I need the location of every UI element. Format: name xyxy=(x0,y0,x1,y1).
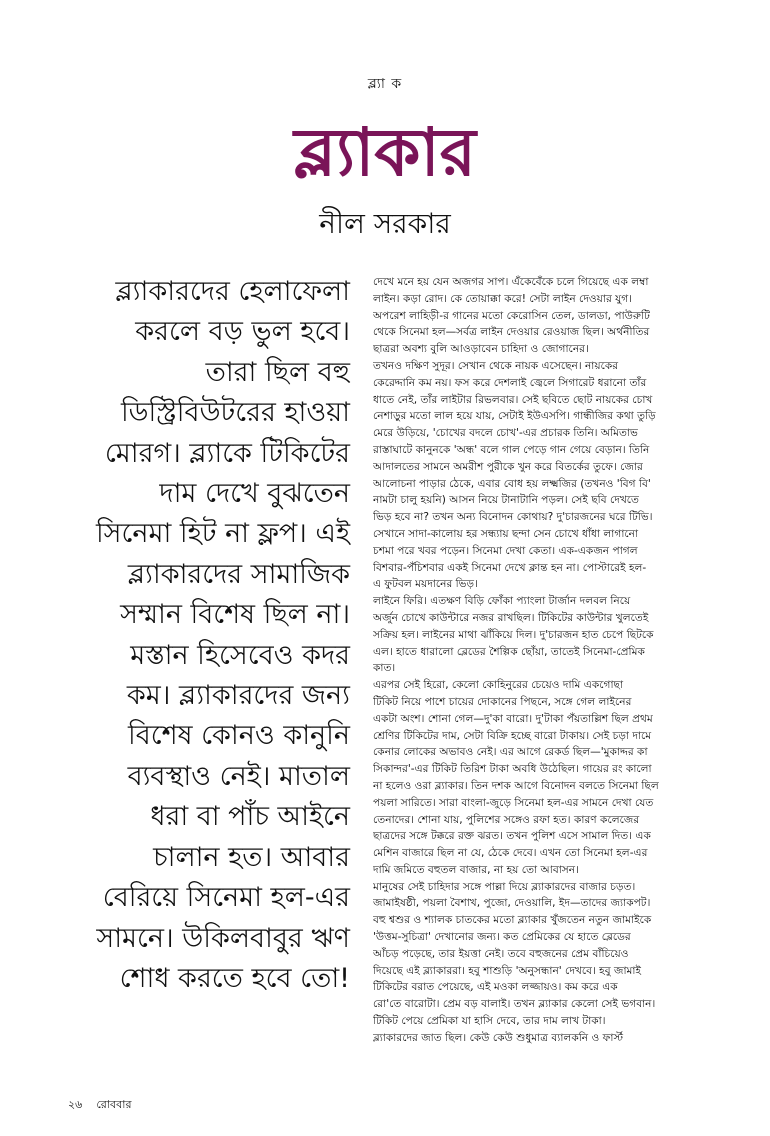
pull-quote-line: ব্ল্যাকারদের সামাজিক xyxy=(127,558,350,590)
body-line: একটা অংশ। শোনা গেল—দু'কা বারো। দু'টাকা পঁয়তাল্লিশ ছিল প্রথম xyxy=(373,712,653,725)
body-line: মেরে উড়িয়ে, 'চোখের বদলে চোখ'-এর প্রচারক তিনি। অমিতাভ xyxy=(373,427,638,440)
body-line: ছাত্ররা অবশ্য বুলি আওড়াবেন চাহিদা ও জোগানের। xyxy=(373,343,589,356)
body-line: সেখানে সাদা-কালোয় হর সন্ধ্যায় ছন্দা সেন চোখে ধাঁধা লাগানো xyxy=(373,527,639,540)
body-line: লাইন। কড়া রোদ। কে তোয়াক্কা করে! সেটা লাইন দেওয়ার যুগ। xyxy=(373,292,633,305)
pull-quote-line: সম্মান বিশেষ ছিল না। xyxy=(120,599,350,631)
body-line: কেরেদ্দানি কম নয়। ফস করে দেশলাই জ্বেলে সিগারেট ধরানো তাঁর xyxy=(373,376,647,389)
body-line: ভিড় হবে না? তখন অন্য বিনোদন কোথায়? দু'চারজনের ঘরে টিভি। xyxy=(373,511,653,524)
pull-quote-line: কম। ব্ল্যাকারদের জন্য xyxy=(126,680,350,712)
pull-quote-line: ব্যবস্থাও নেই। মাতাল xyxy=(127,760,350,792)
body-line: বিশবার-পঁচিশবার একই সিনেমা দেখে ক্লান্ত হন না। পোস্টারেই হল- xyxy=(373,561,647,574)
body-line: আলোচনা পাড়ার ঠেকে, এবার বোধ হয় লক্ষ্মজির (তখনও 'বিগ বি' xyxy=(373,477,651,490)
body-line: ধাতে নেই, তাঁর লাইটার রিভলবার। সেই ছবিতে ছোট নায়কের চোখ xyxy=(373,393,653,406)
body-line: পয়লা সারিতে। সারা বাংলা-জুড়ে সিনেমা হল-এর সামনে দেখা যেত xyxy=(373,796,654,809)
body-line: টিকিটের বরাত পেয়েছে, এই মওকা লজ্জায়ও। কম করে এক xyxy=(373,981,618,994)
pull-quote-line: বেরিয়ে সিনেমা হল-এর xyxy=(102,882,350,914)
body-line: রো'তে বারোটা। প্রেম বড় বালাই। তখন ব্ল্যাকার কেলো সেই ভগবান। xyxy=(373,998,656,1011)
author-byline: নীল সরকার xyxy=(319,207,451,240)
pull-quote-line: সিনেমা হিট না ফ্লপ। এই xyxy=(95,518,350,550)
body-line: টিকিট নিয়ে পাশে চায়ের দোকানের পিছনে, সঙ্গে গেল লাইনের xyxy=(373,695,632,708)
body-line: দেখে মনে হয় যেন অজগর সাপ। এঁকেবেঁকে চলে গিয়েছে এক লম্বা xyxy=(373,276,649,288)
body-line: মেশিন বাজারে ছিল না যে, ঠেকে দেবে। এখন তো সিনেমা হল-এর xyxy=(373,847,648,860)
body-line: তখনও দক্ষিণ সুদূর। সেখান থেকে নায়ক এসেছেন। নায়কের xyxy=(373,359,619,372)
body-line: মানুষের সেই চাহিদার সঙ্গে পাল্লা দিয়ে ব্ল্যাকারদের বাজার চড়ত। xyxy=(373,880,636,893)
body-line: লাইনে ফিরি। এতক্ষণ বিড়ি ফোঁকা প্যাংলা টার্জান দলবল নিয়ে xyxy=(373,595,631,608)
pull-quote-line: ব্ল্যাকারদের হেলাফেলা xyxy=(115,276,350,307)
body-line: নেশাড়ুর মতো লাল হয়ে যায়, সেটাই ইউএসপি। গান্ধীজির কথা তুড়ি xyxy=(373,410,656,423)
body-line: 'উত্তম-সুচিত্রা' দেখানোর জন্য। কত প্রেমিকের যে হাতে ব্লেডের xyxy=(373,931,631,944)
pull-quote xyxy=(60,272,350,999)
pull-quote-line: মোরগ। ব্ল্যাকে টিকিটের xyxy=(104,437,350,469)
pull-quote-line: ডিস্ট্রিবিউটরের হাওয়া xyxy=(120,397,350,429)
body-line: দিয়েছে এই ব্ল্যাকাররা। হবু শাশুড়ি 'অনুসন্ধান' দেখবে। হবু জামাই xyxy=(373,964,642,977)
body-line: অর্জুন চোখে কাউন্টারে নজর রাখছিল। টিকিটের কাউন্টার খুলতেই xyxy=(373,611,649,624)
body-line: দামি জমিতে বহুতল বাজার, না হয় তো আবাসন। xyxy=(373,863,579,876)
body-line: তেনাদের। শোনা যায়, পুলিশের সঙ্গেও রফা হত। কারণ কলেজের xyxy=(373,813,640,826)
pull-quote-line: দাম দেখে বুঝতেন xyxy=(159,478,350,510)
body-line: কেনার লোকের অভাবও নেই। এর আগে রেকর্ড ছিল—'মুকাদ্দর কা xyxy=(373,746,648,759)
body-line: থেকে সিনেমা হল—সর্বত্র লাইন দেওয়ার রেওয়াজ ছিল। অর্থনীতির xyxy=(373,326,650,339)
body-line: এরপর সেই হিরো, কেলো কোহিনুরের চেয়েও দামি একগোছা xyxy=(373,679,624,692)
article-title: ব্ল্যাকার xyxy=(294,113,476,191)
body-line: জামাইষষ্ঠী, পয়লা বৈশাখ, পুজো, দেওয়ালি, ইদ—তাদের জ্যাকপট। xyxy=(373,897,651,910)
body-line: আদালতের সামনে অমরীশ পুরীকে খুন করে বিতর্কের তুফে। জোর xyxy=(373,460,643,473)
pull-quote-line: বিশেষ কোনও কানুনি xyxy=(128,720,350,752)
page-number: ২৬ xyxy=(68,1098,83,1111)
body-line: না হলেও ওরা ব্ল্যাকার। তিন দশক আগে বিনোদন বলতে সিনেমা ছিল xyxy=(373,779,659,792)
body-line: ব্ল্যাকারদের জাত ছিল। কেউ কেউ শুধুমাত্র ব্যালকনি ও ফার্স্ট xyxy=(373,1031,624,1044)
body-line: সিকান্দর'-এর টিকিট তিরিশ টাকা অবধি উঠেছিল। গায়ের রং কালো xyxy=(373,763,652,776)
body-line: টিকিট পেয়ে প্রেমিকা যা হাসি দেবে, তার দাম লাখ টাকা। xyxy=(373,1015,606,1028)
body-line: রাস্তাঘাটে কানুনকে 'অন্ধ' বলে গাল পেড়ে গান গেয়ে বেড়ান। তিনি xyxy=(373,443,650,456)
body-line: শ্রেণির টিকিটের দাম, সেটা বিক্রি হচ্ছে বারো টাকায়। সেই চড়া দামে xyxy=(373,729,652,742)
pull-quote-line: করলে বড় ভুল হবে। xyxy=(135,316,350,348)
pull-quote-line: সামনে। উকিলবাবুর ঋণ xyxy=(96,922,350,954)
body-line: ছাত্রদের সঙ্গে টক্করে রক্ত ঝরত। তখন পুলিশ এসে সামাল দিত। এক xyxy=(373,830,651,843)
pull-quote-line: শোধ করতে হবে তো! xyxy=(119,962,350,994)
body-line: চশমা পরে খবর পড়েন। সিনেমা দেখা কেতা। এক-একজন পাগল xyxy=(373,544,638,557)
pull-quote-line: মস্তান হিসেবেও কদর xyxy=(130,639,350,671)
magazine-name: রোববার xyxy=(96,1098,132,1111)
body-line: এল। হাতে ধারালো ব্লেডের শৈল্পিক ছোঁয়া, তাতেই সিনেমা-প্রেমিক xyxy=(373,645,645,658)
pull-quote-line: ধরা বা পাঁচ আইনে xyxy=(150,801,350,833)
body-line: বহু শ্বশুর ও শ্যালক চাতকের মতো ব্ল্যাকার খুঁজতেন নতুন জামাইকে xyxy=(373,914,652,927)
body-line: নামটা চালু হয়নি) আসন নিয়ে টানাটানি পড়ল। সেই ছবি দেখতে xyxy=(373,494,639,507)
article-body xyxy=(373,274,737,1047)
body-line: সক্রিয় হল। লাইনের মাথা ঝাঁকিয়ে দিল। দু'চারজন হাত চেপে ছিটকে xyxy=(373,628,654,641)
body-line: কাত। xyxy=(373,662,396,675)
pull-quote-line: চালান হত। আবার xyxy=(153,841,350,873)
body-line: এ ফুটবল ময়দানের ভিড়। xyxy=(373,578,478,591)
section-kicker: ব্ল্যা ক xyxy=(367,76,403,92)
page-footer xyxy=(68,1096,132,1115)
body-line: অপরেশ লাহিড়ী-র গানের মতো কেরোসিন তেল, ডালডা, পাউরুটি xyxy=(373,309,650,322)
pull-quote-line: তারা ছিল বহু xyxy=(205,356,350,388)
body-line: আঁচড় পড়েছে, তার ইয়ত্তা নেই। তবে বহুজনের প্রেম বাঁচিয়েও xyxy=(373,947,629,960)
